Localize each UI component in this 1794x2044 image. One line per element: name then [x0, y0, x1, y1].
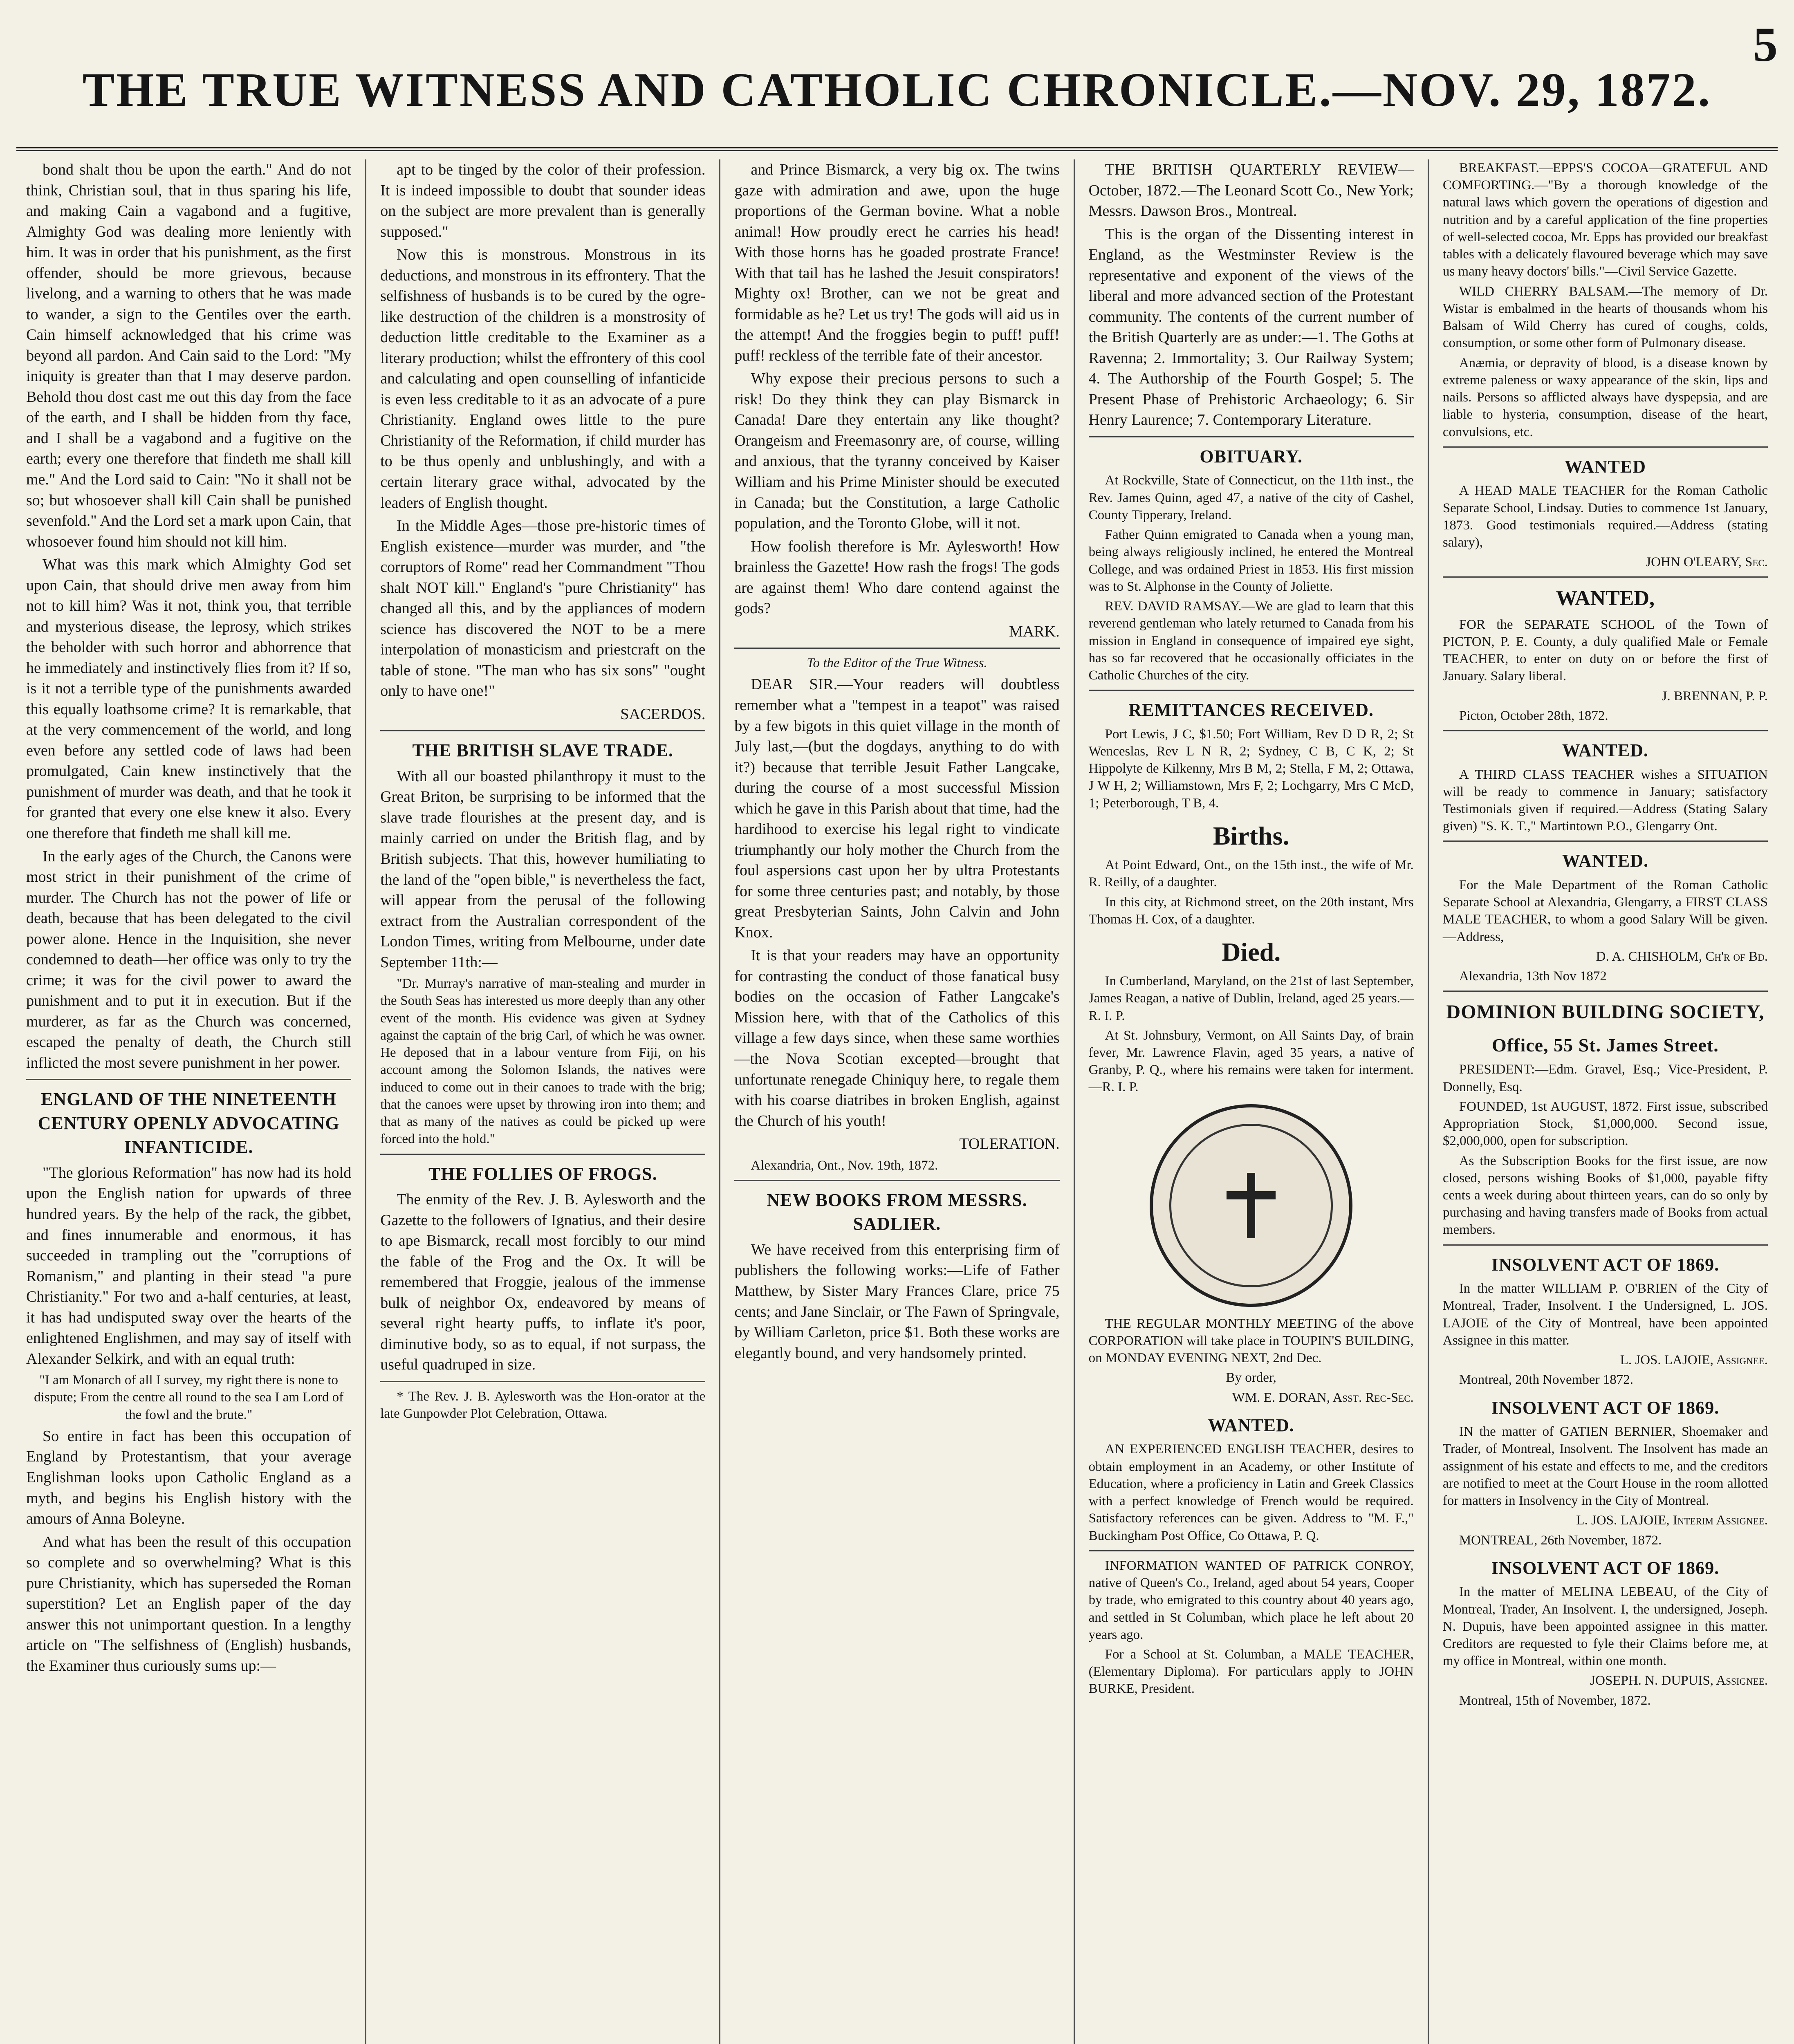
legal-notice: IN the matter of GATIEN BERNIER, Shoemaker and Trader, of Montreal, Insolvent. The Insolvent has made an assignment of his estate and effects to me, and the creditors are notified to meet at the Court House in the room allotted for matters in Insolvency in the City of Montreal. — [1442, 1424, 1768, 1508]
divider — [1443, 446, 1768, 448]
signature: JOHN O'LEARY, Sec. — [1646, 555, 1768, 570]
letter-heading: To the Editor of the True Witness. — [807, 656, 987, 671]
death-notice: In Cumberland, Maryland, on the 21st of last September, James Reagan, a native of Dublin, Ireland, aged 25 years.—R. I. P. — [1088, 974, 1414, 1023]
signature: SACERDOS. — [620, 705, 706, 723]
article-text: bond shalt thou be upon the earth." And do not think, Christian soul, that in thus sparing his life, and making Cain a vagabond and a fugitive, Almighty God was dealing more leniently with him. It was in order that his punishment, as the first offender, should be more grievous, because livelong, and a warning to others that he was made to wander, a sign to the Gentiles over the earth. Cain himself acknowledged that his crime was beyond all pardon. And Cain said to the Lord: "My iniquity is greater than that I may deserve pardon. Behold thou dost cast me out this day from the face of the earth, and I shall be hidden from thy face, and I shall be a vagabond and a fugitive on the earth; every one therefore that findeth me shall kill me." And the Lord said to Cain: "No it shall not be so; but whosoever shall kill Cain shall be punished sevenfold." And the Lord set a mark upon Cain, that whosoever found him should not kill him. — [26, 161, 352, 550]
dateline: Montreal, 20th November 1872. — [1459, 1372, 1633, 1387]
legal-notice: In the matter of MELINA LEBEAU, of the City of Montreal, Trader, An Insolvent. I, the undersigned, Joseph. N. Dupuis, have been appointed assignee in this matter. Creditors are requested to fyle their Claims before me, at my office in Montreal, within one month. — [1442, 1585, 1768, 1669]
dateline: MONTREAL, 26th November, 1872. — [1459, 1533, 1662, 1548]
page-number: 5 — [1753, 17, 1778, 72]
classified-ad: INFORMATION WANTED OF PATRICK CONROY, native of Queen's Co., Ireland, aged about 54 years, Cooper by trade, who emigrated to this country about 40 years ago, and settled in St Columban, which place he left about 20 years ago. — [1088, 1558, 1414, 1642]
signature: MARK. — [1009, 623, 1060, 640]
article-text: It is that your readers may have an opportunity for contrasting the conduct of those fanatical busy bodies on the occasion of Father Langcake's Mission here, with that of the Catholics of this village a few days since, when these same worthies—the Nova Scotian excepted—brought that unfortunate renegade Chiniquy here, to regale them with his coarse diatribes in broken English, against the Church of his youth! — [734, 947, 1060, 1130]
article-headline: NEW BOOKS FROM MESSRS. SADLIER. — [767, 1190, 1027, 1234]
society-office: Office, 55 St. James Street. — [1492, 1035, 1719, 1056]
divider — [1443, 730, 1768, 731]
article-text: and Prince Bismarck, a very big ox. The twins gaze with admiration and awe, upon the huge proportions of the German bovine. What a noble animal! How proudly erect he carries his head! With those horns has he goaded prostrate France! With that tail has he lashed the Jesuit conspirators! Mighty ox! Brother, can we not be great and formidable as he? Let us try! The gods will aid us in the attempt! And the froggies begin to puff! puff! puff! reckless of the terrible fate of their ancestor. — [734, 161, 1060, 364]
cross-icon — [1227, 1173, 1276, 1238]
article-headline: OBITUARY. — [1200, 446, 1303, 466]
article-text: apt to be tinged by the color of their profession. It is indeed impossible to doubt that sounder ideas on the subject are more prevalent than is generally supposed." — [380, 161, 706, 240]
legal-heading: INSOLVENT ACT OF 1869. — [1491, 1558, 1720, 1578]
birth-notice: At Point Edward, Ont., on the 15th inst., the wife of Mr. R. Reilly, of a daughter. — [1088, 858, 1414, 890]
article-text: What was this mark which Almighty God set upon Cain, that should drive men away from him not to kill him? Was it not, think you, that terrible and mysterious disease, the leprosy, which strikes the beholder with such horror and abhorrence that he immediately and instinctively flies from it? If so, is it not a terrible type of the punishments awarded this equally loathsome crime? It is remarkable, that at the very commencement of the world, and long even before any settled code of laws had been promulgated, Cain knew instinctively that the punishment of murder was death, and that he took it for granted that every one else knew it also. Every one therefore that findeth me shall kill me. — [26, 556, 352, 842]
signature: JOSEPH. N. DUPUIS, Assignee. — [1590, 1673, 1768, 1688]
article-text: And what has been the result of this occupation so complete and so overwhelming? What is this pure Christianity, which has superseded the Roman superstition? Let an English paper of the day answer this not unimportant question. In a lengthy article on "The selfishness of (English) husbands, the Examiner thus curiously sums up:— — [26, 1533, 352, 1674]
society-text: FOUNDED, 1st AUGUST, 1872. First issue, subscribed Appropriation Stock, $1,000,000. Second issue, $2,000,000, open for subscription. — [1442, 1099, 1768, 1149]
dateline: Alexandria, 13th Nov 1872 — [1459, 969, 1607, 984]
classified-ad: A THIRD CLASS TEACHER wishes a SITUATION will be ready to commence in January; satisfactory Testimonials given if required.—Address (Stating Salary given) "S. K. T.," Martintown P.O., Glengarry Ont. — [1442, 767, 1768, 834]
ad-heading: WANTED — [1564, 456, 1646, 477]
ad-heading: WANTED, — [1556, 587, 1655, 610]
classified-ad: For the Male Department of the Roman Catholic Separate School at Alexandria, Glengarry, a FIRST CLASS MALE TEACHER, to whom a good Salary Will be given.—Address, — [1442, 877, 1768, 944]
divider — [1443, 991, 1768, 992]
article-text: How foolish therefore is Mr. Aylesworth! How brainless the Gazette! How rash the frogs! The gods are against them! Who dare contend against the gods? — [734, 538, 1060, 617]
article-text: In the Middle Ages—those pre-historic times of English existence—murder was murder, and "the corruptors of Rome" read her Commandment "Thou shalt NOT kill." England's "pure Christianity" has changed all this, and by the appliances of modern science has discovered the NOT to be a mere interpolation of monasticism and priestcraft on the table of stone. "The man who has six sons" "ought only to have one!" — [380, 517, 706, 700]
article-headline: REMITTANCES RECEIVED. — [1128, 700, 1374, 720]
dateline: Montreal, 15th of November, 1872. — [1459, 1693, 1651, 1708]
column-1 — [12, 159, 366, 2044]
divider — [1089, 690, 1414, 691]
society-heading: DOMINION BUILDING SOCIETY, — [1446, 1001, 1765, 1023]
column-5 — [1429, 159, 1782, 2044]
classified-ad: For a School at St. Columban, a MALE TEACHER, (Elementary Diploma). For particulars apply to JOHN BURKE, President. — [1088, 1647, 1414, 1697]
divider — [734, 648, 1059, 649]
death-notice: At St. Johnsbury, Vermont, on All Saints Day, of brain fever, Mr. Lawrence Flavin, aged 35 years, a native of Granby, P. Q., where his remains were taken for interment.—R. I. P. — [1088, 1028, 1414, 1095]
divider — [380, 1154, 705, 1155]
died-heading: Died. — [1222, 937, 1281, 966]
legal-notice: In the matter WILLIAM P. O'BRIEN of the City of Montreal, Trader, Insolvent. I the Undersigned, L. JOS. LAJOIE of the City of Montreal, have been appointed Assignee in this matter. — [1442, 1281, 1768, 1348]
divider — [380, 1381, 705, 1382]
births-heading: Births. — [1213, 821, 1289, 850]
legal-heading: INSOLVENT ACT OF 1869. — [1491, 1254, 1720, 1275]
classified-ad: AN EXPERIENCED ENGLISH TEACHER, desires to obtain employment in an Academy, or other Institute of Education, where a proficiency in Latin and Greek Classics with a perfect knowledge of French would be required. Satisfactory references can be given. Address to "M. F.," Buckingham Post Office, Co Ottawa, P. Q. — [1088, 1442, 1414, 1543]
society-seal-emblem — [1150, 1104, 1352, 1307]
order-line: By order, — [1226, 1370, 1276, 1385]
ad-heading: WANTED. — [1208, 1415, 1294, 1435]
classified-ad: A HEAD MALE TEACHER for the Roman Catholic Separate School, Lindsay. Duties to commence 1st January, 1873. Good testimonials required.—Address (stating salary), — [1442, 483, 1768, 550]
article-text: So entire in fact has been this occupation of England by Protestantism, that your average Englishman looks upon Catholic England as a myth, and begins his English history with the amours of Anna Boleyne. — [26, 1427, 352, 1528]
article-text: The enmity of the Rev. J. B. Aylesworth and the Gazette to the followers of Ignatius, and their desire to ape Bismarck, recall most forcibly to our mind the fable of the Frog and the Ox. It will be remembered that Froggie, jealous of the immense bulk of neighbor Ox, endeavored by means of several right hearty puffs, to inflate it's poor, diminutive body, so as to equal, if not surpass, the useful quadruped in size. — [380, 1191, 706, 1374]
article-text: Now this is monstrous. Monstrous in its deductions, and monstrous in its effrontery. That the selfishness of husbands is to be cured by the ogre-like destruction of the children is a monstrosity of deduction little creditable to the Examiner as a literary production; whilst the effrontery of this cool and calculating and open counselling of infanticide is even less creditable to it as an advocate of a pure Christianity. England owes little to the pure Christianity of the Reformation, if child murder has to be thus openly and unblushingly, and with a certain literary grace withal, advocated by the leaders of English thought. — [380, 246, 706, 511]
review-notice: THE BRITISH QUARTERLY REVIEW—October, 1872.—The Leonard Scott Co., New York; Messrs. Dawson Bros., Montreal. — [1088, 161, 1414, 220]
ad-heading: WANTED. — [1562, 740, 1648, 760]
column-3 — [720, 159, 1074, 2044]
obituary-text: Father Quinn emigrated to Canada when a young man, being always religiously inclined, he entered the Montreal College, and was ordained Priest in 1853. His first mission was to St. Alphonse in the County of Joliette. — [1088, 527, 1414, 594]
column-4 — [1075, 159, 1429, 2044]
article-text: This is the organ of the Dissenting interest in England, as the Westminster Review is the representative and exponent of the views of the liberal and more advanced section of the Protestant community. The contents of the current number of the British Quarterly are as under:—1. The Goths at Ravenna; 2. Immortality; 3. Our Railway System; 4. The Authorship of the Fourth Gospel; 5. The Present Phase of Prehistoric Archaeology; 6. Sir Henry Laurence; 7. Contemporary Literature. — [1088, 225, 1414, 429]
divider — [1443, 840, 1768, 842]
signature: J. BRENNAN, P. P. — [1662, 688, 1768, 704]
dateline: Alexandria, Ont., Nov. 19th, 1872. — [751, 1158, 938, 1173]
article-text: We have received from this enterprising firm of publishers the following works:—Life of Father Matthew, by Sister Mary Frances Clare, price 75 cents; and Jane Sinclair, or The Fawn of Springvale, by William Carleton, price $1. Both these works are elegantly bound, and very handsomely printed. — [734, 1241, 1060, 1362]
dateline: Picton, October 28th, 1872. — [1459, 708, 1608, 723]
divider — [1443, 576, 1768, 578]
poem-quote: "I am Monarch of all I survey, my right there is none to dispute; From the centre all round to the sea I am Lord of the fowl and the brute." — [34, 1373, 344, 1422]
article-text: REV. DAVID RAMSAY.—We are glad to learn that this reverend gentleman who lately returned to Canada from his mission in England in consequence of impaired eye sight, has so far recovered that he occasionally officiates in the Catholic Churches of the city. — [1088, 599, 1414, 683]
society-text: PRESIDENT:—Edm. Gravel, Esq.; Vice-President, P. Donnelly, Esq. — [1442, 1062, 1768, 1094]
article-text: With all our boasted philanthropy it must to the Great Briton, be surprising to be informed that the slave trade flourishes at the present day, and is mainly carried on under the British flag, and by British subjects. That this, however humiliating to the land of the "open bible," is nevertheless the fact, will appear from the perusal of the following extract from the Australian correspondent of the London Times, writing from Melbourne, under date September 11th:— — [380, 767, 706, 971]
article-text: DEAR SIR.—Your readers will doubtless remember what a "tempest in a teapot" was raised by a few bigots in this quiet village in the month of July last,—(but the dogdays, anything to do with it?) because that terrible Jesuit Father Langcake, during the course of a most successful Mission which he gave in this Parish about that time, had the hardihood to exercise his legal right to vindicate triumphantly our holy mother the Church from the foul aspersions cast upon her by ultra Protestants for some three centuries past; and notably, by those great Presbyterian Saints, John Calvin and John Knox. — [734, 676, 1060, 941]
quoted-extract: "Dr. Murray's narrative of man-stealing and murder in the South Seas has interested us more deeply than any other event of the month. His evidence was given at Sydney against the captain of the brig Carl, of which he was owner. He deposed that in a labour venture from Fiji, on his account among the Solomon Islands, the natives were induced to come out in their canoes to trade with the brig; that the canoes were upset by throwing iron into them; and that as many of the natives as could be picked up were forced into the hold." — [380, 976, 706, 1147]
divider — [26, 1079, 351, 1080]
article-text: In the early ages of the Church, the Canons were most strict in their punishment of the crime of murder. The Church has not the power of life or death, because that has been delegated to the civil power alone. Hence in the Inquisition, she never condemned to death—her office was only to try the crime; it was for the civil power to award the punishment and to put it in execution. But if the murderer, as far as the Church was concerned, escaped the penalty of death, the Church still inflicted the most severe punishment in her power. — [26, 847, 352, 1071]
legal-heading: INSOLVENT ACT OF 1869. — [1491, 1397, 1720, 1418]
advertisement: Anæmia, or depravity of blood, is a disease known by extreme paleness or waxy appearance of the skin, lips and nails. Persons so afflicted always have dyspepsia, and are liable to hysteria, consumption, disease of the heart, convulsions, etc. — [1442, 355, 1768, 439]
society-text: As the Subscription Books for the first issue, are now closed, persons wishing Books of $1,000, payable fifty cents a week during about thirteen years, can do so only by purchasing and having transfers made of Books from actual members. — [1442, 1153, 1768, 1237]
column-2 — [366, 159, 720, 2044]
signature: L. JOS. LAJOIE, Assignee. — [1620, 1353, 1768, 1368]
article-headline: THE BRITISH SLAVE TRADE. — [412, 740, 674, 761]
divider — [1089, 436, 1414, 437]
signature: D. A. CHISHOLM, Ch'r of Bd. — [1596, 949, 1768, 964]
signature: L. JOS. LAJOIE, Interim Assignee. — [1576, 1513, 1768, 1528]
ad-heading: WANTED. — [1562, 851, 1648, 871]
divider — [1089, 1550, 1414, 1551]
birth-notice: In this city, at Richmond street, on the 20th instant, Mrs Thomas H. Cox, of a daughter. — [1088, 894, 1414, 927]
divider — [380, 730, 705, 731]
article-headline: ENGLAND OF THE NINETEENTH CENTURY OPENLY ADVOCATING INFANTICIDE. — [38, 1089, 340, 1157]
footnote: * The Rev. J. B. Aylesworth was the Hon-orator at the late Gunpowder Plot Celebration, Ottawa. — [380, 1389, 706, 1421]
classified-ad: FOR the SEPARATE SCHOOL of the Town of PICTON, P. E. County, a duly qualified Male or Female TEACHER, to enter on duty on or before the first of January. Salary liberal. — [1442, 617, 1768, 684]
newspaper-title: THE TRUE WITNESS AND CATHOLIC CHRONICLE.—NOV. 29, 1872. — [82, 63, 1712, 117]
masthead — [16, 49, 1778, 151]
signature: TOLERATION. — [959, 1135, 1060, 1153]
columns — [12, 159, 1782, 2044]
advertisement: BREAKFAST.—EPPS'S COCOA—GRATEFUL AND COMFORTING.—"By a thorough knowledge of the natural laws which govern the operations of digestion and nutrition and by a careful application of the fine properties of well-selected cocoa, Mr. Epps has provided our breakfast tables with a delicately flavoured beverage which may save us many heavy doctors' bills."—Civil Service Gazette. — [1442, 161, 1768, 279]
meeting-notice: THE REGULAR MONTHLY MEETING of the above CORPORATION will take place in TOUPIN'S BUILDING, on MONDAY EVENING NEXT, 2nd Dec. — [1088, 1316, 1414, 1366]
obituary-text: At Rockville, State of Connecticut, on the 11th inst., the Rev. James Quinn, aged 47, a native of the city of Cashel, County Tipperary, Ireland. — [1088, 473, 1414, 522]
divider — [1443, 1244, 1768, 1246]
article-headline: THE FOLLIES OF FROGS. — [428, 1163, 657, 1184]
signature: WM. E. DORAN, Asst. Rec-Sec. — [1232, 1390, 1414, 1405]
advertisement: WILD CHERRY BALSAM.—The memory of Dr. Wistar is embalmed in the hearts of thousands whom his Balsam of Wild Cherry has cured of coughs, colds, consumption, or some other form of Pulmonary disease. — [1442, 284, 1768, 351]
article-text: "The glorious Reformation" has now had its hold upon the English nation for upwards of three hundred years. By the help of the rack, the gibbet, and fines innumerable and enormous, it has succeeded in trampling out the "corruptions of Romanism," and planting in their stead "a pure Christianity." For two and a-half centuries, at least, it has had undisputed sway over the hearts of the enlightened Englishmen, and may say of itself with Alexander Selkirk, and with an equal truth: — [26, 1164, 352, 1367]
remittance-list: Port Lewis, J C, $1.50; Fort William, Rev D D R, 2; St Wenceslas, Rev L N R, 2; Sydney, C B, C K, 2; St Hippolyte de Kilkenny, Mrs B M, 2; Stella, F M, 2; Ottawa, J W H, 2; Williamstown, Mrs F, 2; Lochgarry, Mrs C McD, 1; Peterborough, T B, 4. — [1088, 726, 1414, 811]
article-text: Why expose their precious persons to such a risk! Do they think they can play Bismarck in Canada! Dare they entertain any like thought? Orangeism and Freemasonry are, of course, willing and anxious, that the tyranny conceived by Kaiser William and his Prime Minister should be executed in Canada; but the Constitution, a large Catholic population, and the Toronto Globe, will it not. — [734, 370, 1060, 532]
divider — [734, 1180, 1059, 1181]
